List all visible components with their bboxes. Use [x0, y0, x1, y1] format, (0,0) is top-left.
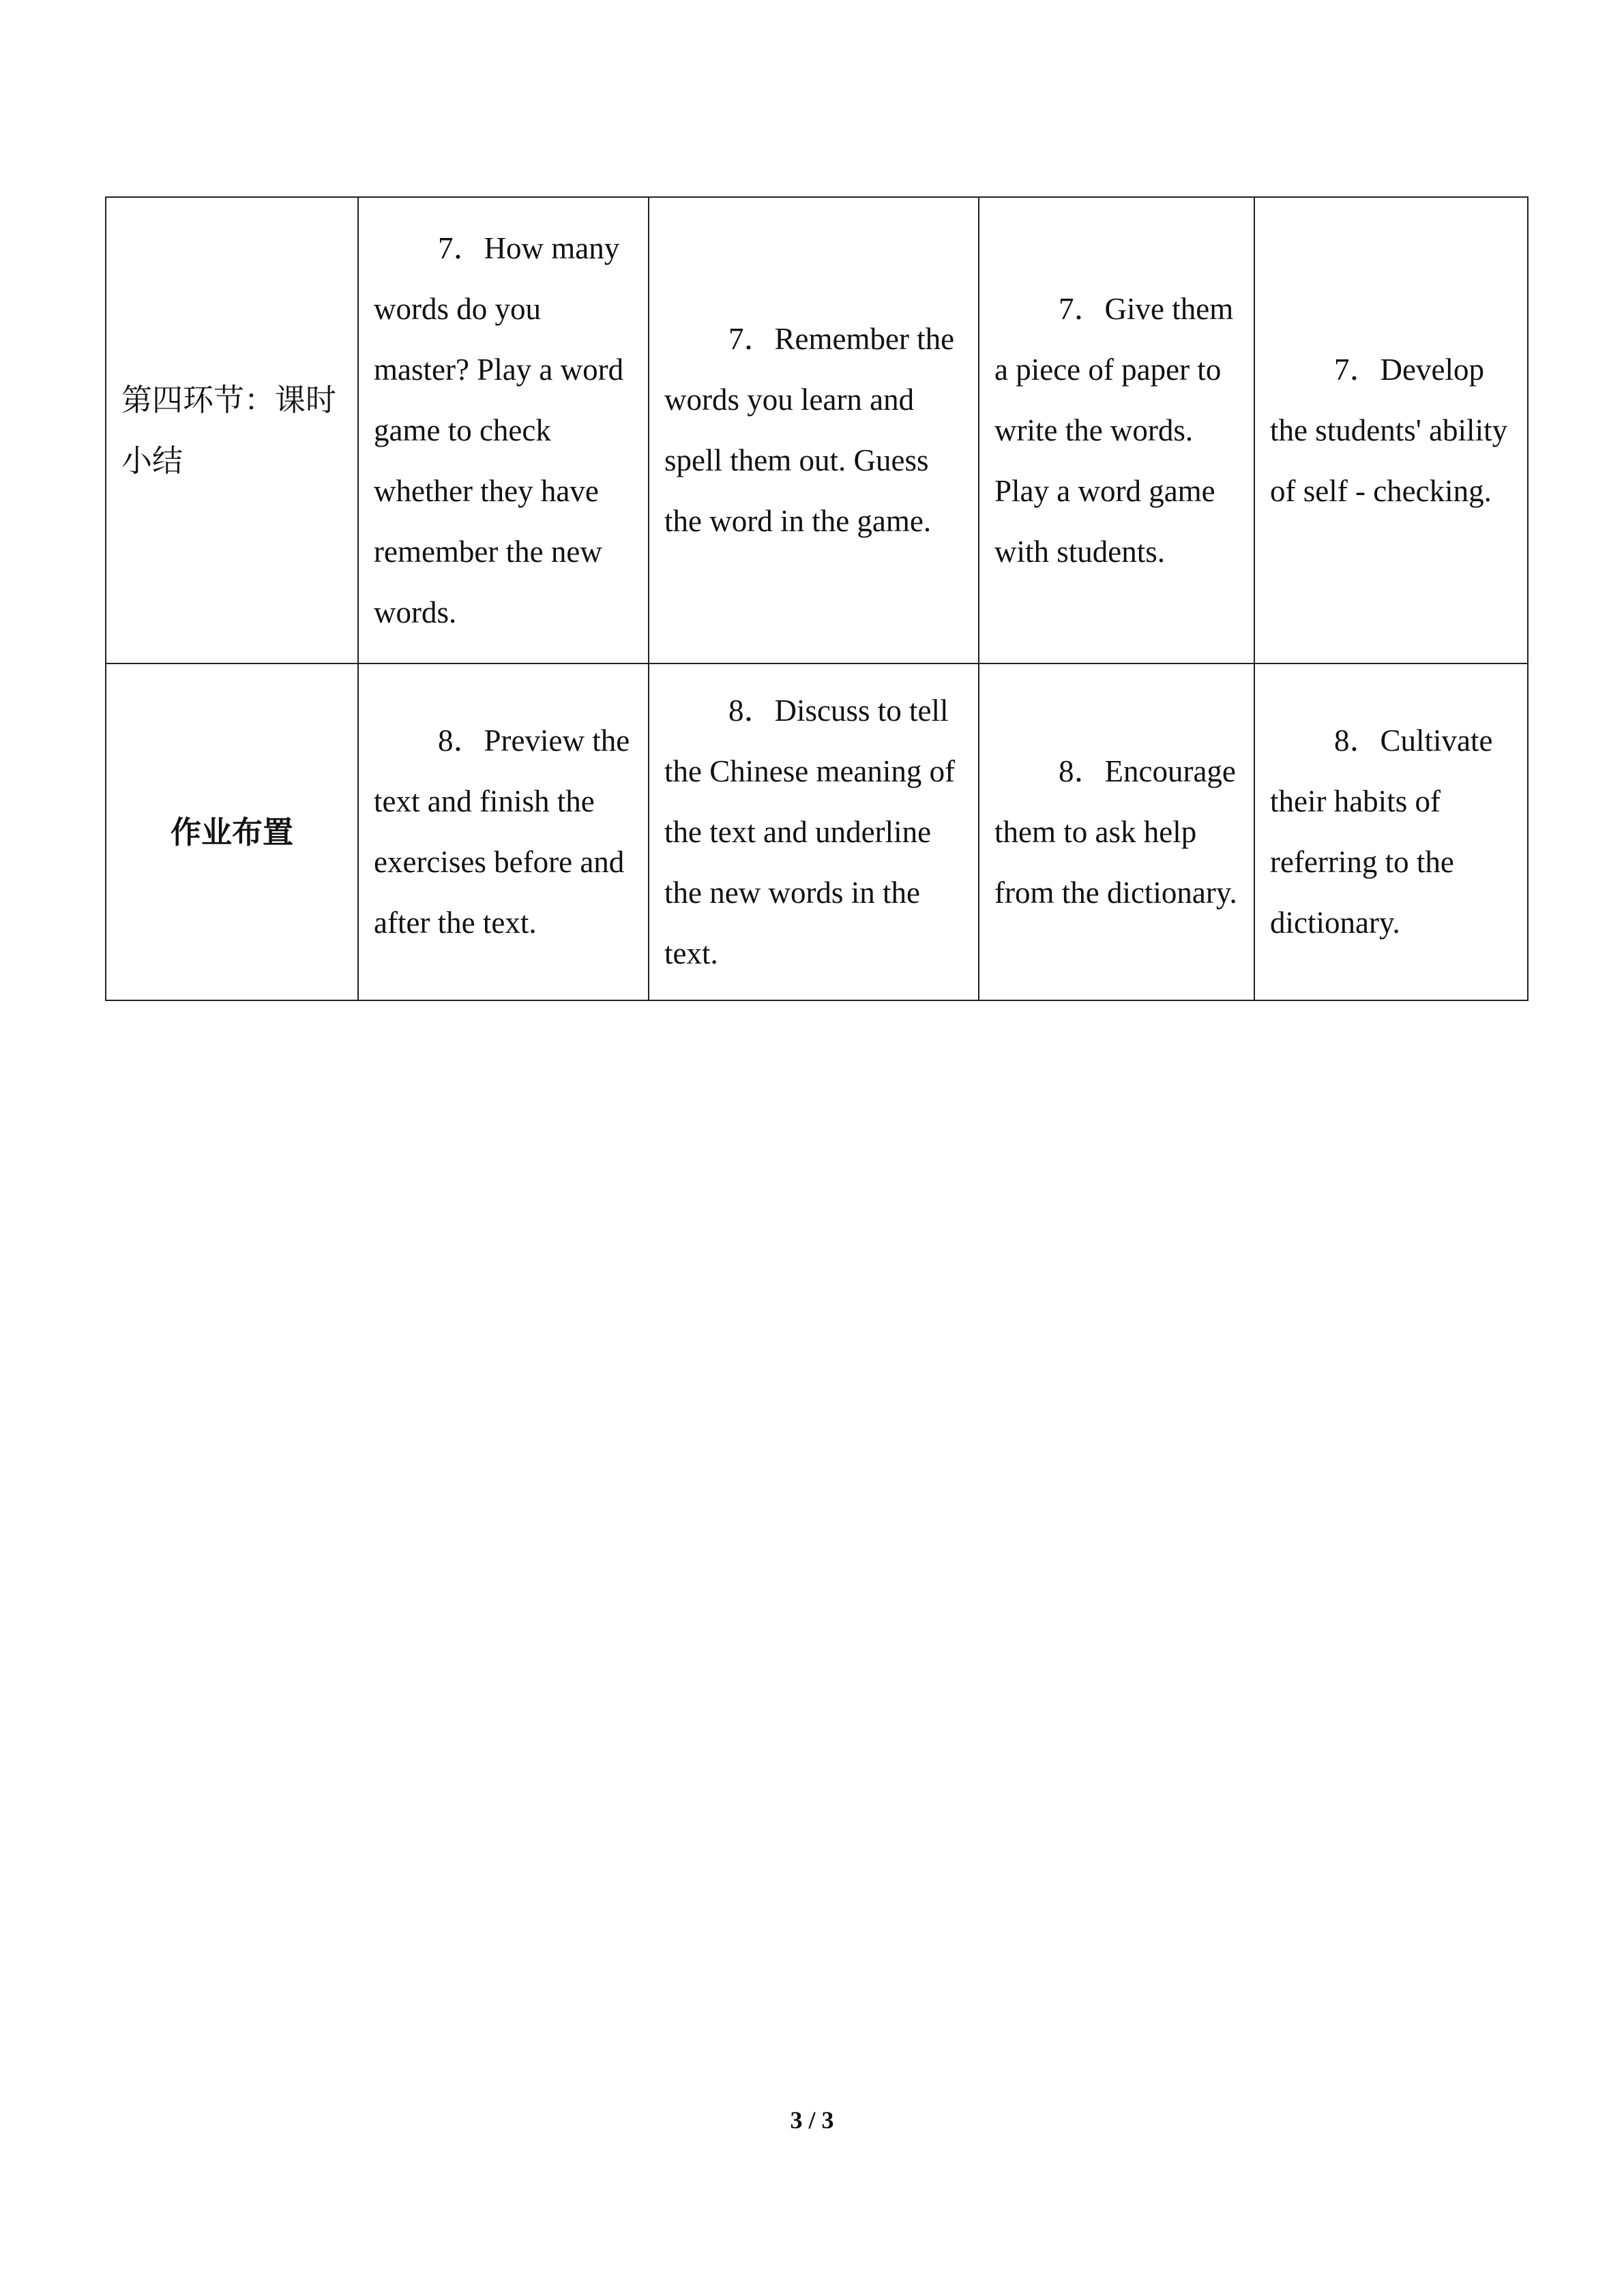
teacher-activity-cell — [979, 664, 1254, 1000]
table-row — [106, 197, 1528, 664]
teacher-activity-cell — [979, 197, 1254, 664]
purpose-text: 8．Cultivate their habits of referring to the dictionary. — [1270, 724, 1493, 940]
teacher-activity-text: 8．Encourage them to ask help from the dictionary. — [994, 754, 1237, 910]
student-task-cell — [649, 664, 979, 1000]
purpose-text: 7．Develop the students' ability of self - checking. — [1270, 352, 1508, 508]
student-activity-cell — [358, 664, 649, 1000]
student-activity-text: 8．Preview the text and finish the exercises before and after the text. — [374, 724, 630, 940]
stage-label: 作业布置 — [170, 814, 293, 850]
table-row — [106, 664, 1528, 1000]
page-number: 3 / 3 — [790, 2106, 834, 2134]
stage-cell — [106, 664, 358, 1000]
purpose-cell — [1254, 197, 1528, 664]
student-activity-text: 7．How many words do you master? Play a word game to check whether they have remember the new words. — [374, 230, 624, 629]
student-activity-cell — [358, 197, 649, 664]
purpose-cell — [1254, 664, 1528, 1000]
stage-cell — [106, 197, 358, 664]
stage-label: 第四环节：课时小结 — [121, 382, 337, 479]
student-task-text: 8．Discuss to tell the Chinese meaning of the text and underline the new words in the text. — [664, 693, 956, 970]
lesson-plan-table — [105, 196, 1529, 1001]
student-task-text: 7．Remember the words you learn and spell them out. Guess the word in the game. — [664, 322, 955, 538]
teacher-activity-text: 7．Give them a piece of paper to write the words. Play a word game with students. — [994, 291, 1234, 569]
student-task-cell — [649, 197, 979, 664]
